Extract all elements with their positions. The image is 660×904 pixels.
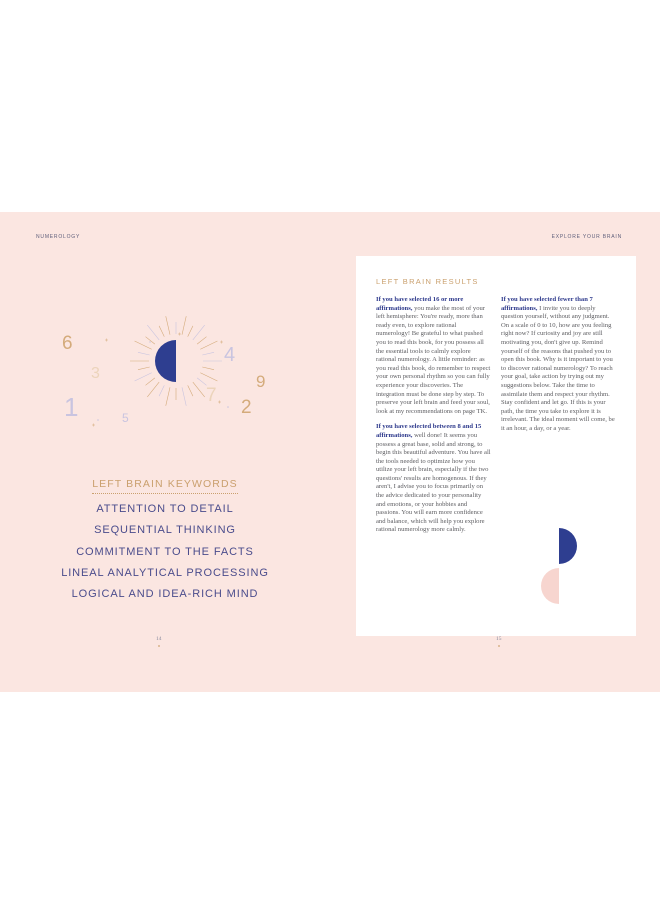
digit-4: 4 [224, 344, 236, 366]
sun-ray [135, 373, 152, 381]
digit-1: 1 [64, 392, 79, 422]
sun-ray [188, 385, 193, 396]
keywords-title: LEFT BRAIN KEYWORDS [92, 478, 238, 494]
sun-ray [197, 337, 206, 344]
folio-dot [498, 645, 500, 647]
result-text: well done! It seems you possess a great base, solid and strong, to begin this beautiful adventure. You have all the tools needed to optimize how you utilize your left brain, especially if the two questions' results are homogenous. If they aren't, I advise you to focus primarily on the advice dedicated to your personality and emotions, or your hobbies and passions. You will earn more confidence and balance, which will help you explore rational numerology more calmly. [376, 431, 491, 534]
sun-ray [146, 337, 155, 344]
sun-ray [147, 325, 159, 340]
result-paragraph [376, 423, 491, 535]
keyword-item: SEQUENTIAL THINKING [94, 524, 236, 537]
result-text: I invite you to deeply question yourself, without any judgment. On a scale of 0 to 10, how are you feeling right now? If curiosity and joy are still motivating you, don't give up. Remind yourself of the reasons that pushed you to open this book. Why is it important to you to discover rational numerology? To reach your goal, take action by trying out my suggestions below. Take the time to assimilate them and respect your rhythm. Stay confident and let go. If this is your path, the time you take to explore it is irrelevant. The ideal moment will come, be it an hour, a day, or a year. [501, 304, 615, 432]
keyword-item: ATTENTION TO DETAIL [96, 503, 234, 515]
digit-2: 2 [241, 397, 252, 418]
sun-numbers-illustration [50, 312, 290, 442]
result-heading: If you have selected between 8 and 15 affirmations, [376, 423, 482, 439]
result-heading: If you have selected fewer than 7 affirmations, [501, 296, 593, 312]
results-title: LEFT BRAIN RESULTS [376, 277, 479, 286]
digit-3: 3 [91, 365, 100, 382]
sun-ray [202, 352, 214, 355]
digit-7: 7 [206, 385, 217, 406]
sun-ray [166, 387, 170, 406]
sun-ray [147, 382, 159, 397]
folio-dot [158, 645, 160, 647]
left-brain-keywords [30, 474, 300, 605]
sun-ray [200, 373, 217, 381]
half-circles-graphic [537, 524, 582, 609]
pink-half-circle [541, 568, 559, 604]
sun-ray [159, 385, 164, 396]
sun-ray [159, 326, 164, 337]
sun-ray [166, 316, 170, 335]
result-text: you make the most of your left hemisphere: You're ready, more than ready even, to explore rational numerology! Be grateful to what pushed you to read this book, for you possess all the essential tools to calmly explore rational numerology. A little reminder: as you read this book, do remember to respect your own personal rhythm so you can fully experience your discoveries. The integration must be done step by step. To preserve your left brain and feed your soul, look at my recommendations on page TK. [376, 304, 491, 415]
sun-ray [138, 352, 150, 355]
sun-ray [135, 341, 152, 349]
sun-ray [200, 341, 217, 349]
sun-ray [193, 382, 205, 397]
navy-half-circle [559, 528, 577, 564]
sun-ray [182, 316, 186, 335]
results-column-left [376, 296, 491, 542]
sun-ray [188, 326, 193, 337]
page-number-text: 15 [496, 636, 502, 642]
result-paragraph [501, 296, 616, 434]
results-card [356, 256, 636, 636]
sun-ray [202, 367, 214, 370]
sun-ray [193, 325, 205, 340]
keyword-item: LOGICAL AND IDEA-RICH MIND [71, 588, 259, 601]
running-header-left: NUMEROLOGY [36, 234, 81, 240]
digit-6: 6 [62, 333, 73, 354]
sun-ray [138, 367, 150, 370]
digit-5: 5 [122, 411, 129, 425]
sun-ray [146, 378, 155, 385]
running-header-right: EXPLORE YOUR BRAIN [551, 234, 622, 240]
digit-9: 9 [256, 372, 266, 391]
page-number-right [496, 636, 502, 647]
keyword-item: COMMITMENT TO THE FACTS [76, 545, 254, 558]
keyword-item: LINEAL ANALYTICAL PROCESSING [61, 566, 269, 579]
result-heading: If you have selected 16 or more affirmations, [376, 296, 464, 312]
results-column-right [501, 296, 616, 441]
sun-ray [182, 387, 186, 406]
page-number-text: 14 [156, 636, 162, 642]
half-moon-shape [155, 340, 176, 382]
book-spread [0, 212, 660, 692]
result-paragraph [376, 296, 491, 416]
sunburst-graphic [50, 312, 290, 442]
page-number-left [156, 636, 162, 647]
